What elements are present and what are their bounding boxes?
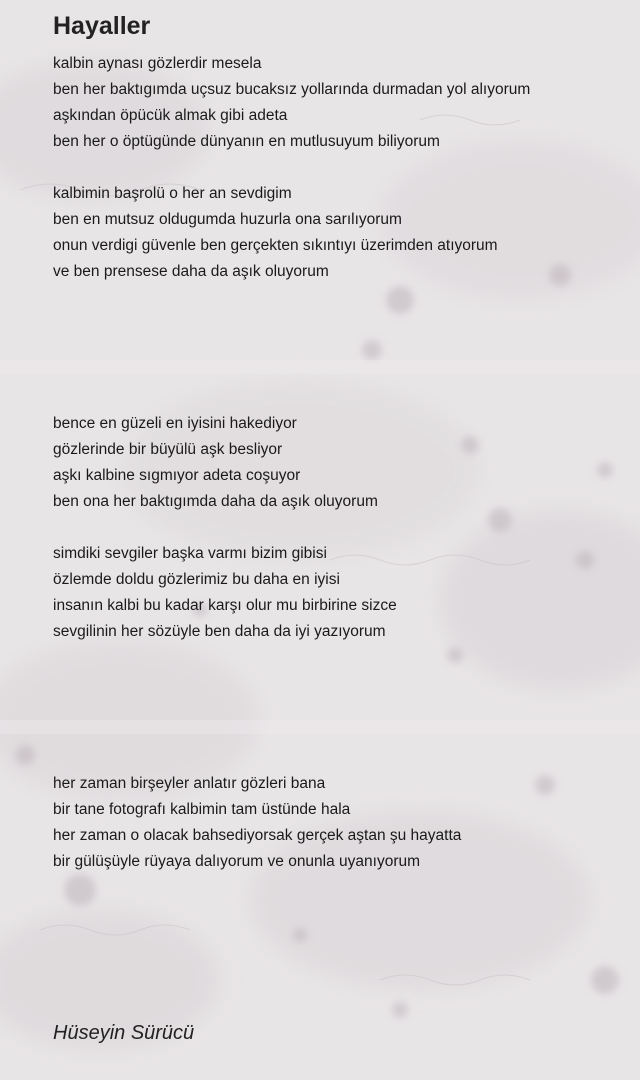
poem-line: ben ona her baktıgımda daha da aşık oluyorum: [53, 493, 378, 510]
poem-line: insanın kalbi bu kadar karşı olur mu birbirine sizce: [53, 597, 397, 614]
poem-line: onun verdigi güvenle ben gerçekten sıkıntıyı üzerimden atıyorum: [53, 237, 498, 254]
poem-line: her zaman o olacak bahsediyorsak gerçek aştan şu hayatta: [53, 827, 462, 844]
poem-line: simdiki sevgiler başka varmı bizim gibisi: [53, 545, 327, 562]
poem-line: her zaman birşeyler anlatır gözleri bana: [53, 775, 326, 792]
stanza-1: [53, 51, 530, 155]
poem-author: Hüseyin Sürücü: [53, 1022, 195, 1044]
poem-line: bir gülüşüyle rüyaya dalıyorum ve onunla uyanıyorum: [53, 853, 421, 870]
stanza-2: [53, 181, 498, 285]
poem-line: ben her baktıgımda uçsuz bucaksız yollarında durmadan yol alıyorum: [53, 81, 531, 98]
stanza-3: [53, 411, 378, 515]
poem-line: kalbimin başrolü o her an sevdigim: [53, 185, 292, 202]
poem-line: aşkı kalbine sıgmıyor adeta coşuyor: [53, 467, 301, 484]
stanza-4: [53, 541, 397, 645]
poem-line: bence en güzeli en iyisini hakediyor: [53, 415, 297, 432]
poem-line: ve ben prensese daha da aşık oluyorum: [53, 263, 329, 280]
poem-line: bir tane fotografı kalbimin tam üstünde hala: [53, 801, 351, 818]
poem-title: Hayaller: [53, 12, 151, 40]
poem-line: ben her o öptügünde dünyanın en mutlusuyum biliyorum: [53, 133, 440, 150]
stanza-5: [53, 771, 461, 875]
poem-line: kalbin aynası gözlerdir mesela: [53, 55, 262, 72]
poem-line: gözlerinde bir büyülü aşk besliyor: [53, 441, 283, 458]
poem-line: ben en mutsuz oldugumda huzurla ona sarılıyorum: [53, 211, 402, 228]
poem-line: özlemde doldu gözlerimiz bu daha en iyisi: [53, 571, 340, 588]
poem-line: aşkından öpücük almak gibi adeta: [53, 107, 288, 124]
poem-line: sevgilinin her sözüyle ben daha da iyi yazıyorum: [53, 623, 386, 640]
